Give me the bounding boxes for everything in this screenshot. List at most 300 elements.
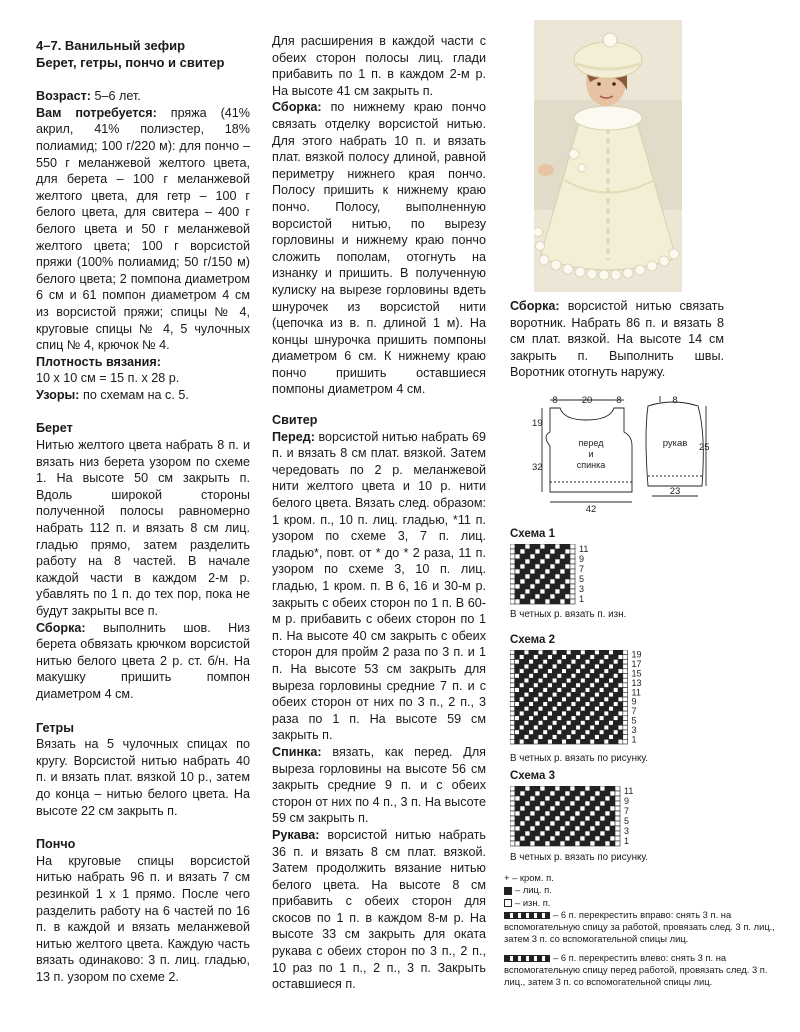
chart-cell: [565, 569, 570, 574]
chart-cell: [515, 678, 520, 683]
chart-cell: [510, 655, 515, 660]
chart-cell: [538, 674, 543, 679]
chart-cell: [585, 650, 590, 655]
chart-row-label: 3: [579, 584, 585, 594]
chart-cell: [519, 725, 524, 730]
chart-cell: [545, 816, 550, 821]
chart-cell: [525, 831, 530, 836]
chart-cell: [530, 549, 535, 554]
chart-cell: [605, 801, 610, 806]
chart-cell: [535, 841, 540, 846]
chart-cell: [560, 816, 565, 821]
chart-cell: [599, 650, 604, 655]
chart-cell: [571, 678, 576, 683]
chart-cell: [534, 688, 539, 693]
chart-cell: [540, 821, 545, 826]
chart-cell: [600, 821, 605, 826]
chart-cell: [560, 584, 565, 589]
chart-cell: [515, 554, 520, 559]
chart-cell: [548, 735, 553, 740]
chart-cell: [623, 674, 628, 679]
chart-cell: [595, 836, 600, 841]
chart-cell: [529, 674, 534, 679]
chart-cell: [538, 692, 543, 697]
chart-cell: [565, 544, 570, 549]
chart-cell: [575, 786, 580, 791]
chart-cell: [604, 688, 609, 693]
chart-cell: [543, 683, 548, 688]
chart-cell: [524, 655, 529, 660]
chart-cell: [609, 678, 614, 683]
dim-32: 32: [532, 462, 543, 473]
chart-cell: [613, 725, 618, 730]
chart-cell: [538, 706, 543, 711]
chart-cell: [515, 594, 520, 599]
chart-cell: [535, 584, 540, 589]
chart-cell: [615, 791, 620, 796]
chart-cell: [540, 811, 545, 816]
chart-cell: [550, 816, 555, 821]
chart-cell: [515, 599, 520, 604]
chart-cell: [534, 730, 539, 735]
chart-cell: [618, 730, 623, 735]
chart-cell: [615, 806, 620, 811]
back-paragraph: [272, 744, 486, 827]
chart-cell: [615, 811, 620, 816]
chart-cell: [613, 674, 618, 679]
chart-cell: [623, 739, 628, 744]
chart-cell: [580, 791, 585, 796]
chart-cell: [576, 692, 581, 697]
chart-cell: [530, 564, 535, 569]
chart-cell: [562, 697, 567, 702]
chart-cell: [580, 801, 585, 806]
chart-cell: [560, 564, 565, 569]
chart-cell: [599, 659, 604, 664]
chart-cell: [510, 721, 515, 726]
chart-cell: [535, 549, 540, 554]
chart-cell: [581, 674, 586, 679]
dim-8-right: 8: [616, 395, 622, 406]
chart-cell: [524, 659, 529, 664]
chart-cell: [599, 678, 604, 683]
chart-cell: [585, 711, 590, 716]
chart-cell: [538, 683, 543, 688]
chart-cell: [610, 806, 615, 811]
chart-cell: [585, 739, 590, 744]
chart-cell: [515, 791, 520, 796]
chart-cell: [604, 650, 609, 655]
chart-row-label: 5: [624, 816, 630, 826]
chart-cell: [609, 683, 614, 688]
chart-row-label: 5: [631, 715, 637, 726]
chart-cell: [570, 584, 575, 589]
chart-cell: [538, 650, 543, 655]
chart-cell: [557, 688, 562, 693]
chart-row-label: 19: [631, 650, 642, 660]
chart-cell: [590, 739, 595, 744]
chart-cell: [560, 559, 565, 564]
chart-cell: [585, 841, 590, 846]
chart-cell: [548, 702, 553, 707]
chart-cell: [548, 659, 553, 664]
chart-row-label: 11: [631, 687, 641, 698]
chart-cell: [529, 711, 534, 716]
chart-cell: [590, 706, 595, 711]
chart-cell: [615, 786, 620, 791]
chart-cell: [550, 564, 555, 569]
chart-cell: [545, 841, 550, 846]
chart-cell: [552, 688, 557, 693]
chart-cell: [524, 683, 529, 688]
chart-cell: [562, 739, 567, 744]
chart-cell: [566, 697, 571, 702]
chart-cell: [524, 711, 529, 716]
chart-cell: [623, 688, 628, 693]
chart-cell: [565, 584, 570, 589]
chart-cell: [545, 786, 550, 791]
chart-cell: [535, 801, 540, 806]
chart-cell: [543, 669, 548, 674]
chart-cell: [623, 735, 628, 740]
chart-cell: [590, 826, 595, 831]
scheme-1-title: Схема 1: [510, 528, 556, 540]
chart-cell: [535, 544, 540, 549]
chart-cell: [576, 678, 581, 683]
chart-cell: [590, 831, 595, 836]
chart-cell: [548, 725, 553, 730]
chart-cell: [525, 821, 530, 826]
chart-cell: [515, 559, 520, 564]
chart-cell: [585, 683, 590, 688]
chart-cell: [550, 589, 555, 594]
chart-cell: [566, 739, 571, 744]
chart-cell: [545, 544, 550, 549]
chart-cell: [610, 816, 615, 821]
chart-cell: [510, 549, 515, 554]
chart-cell: [525, 811, 530, 816]
photo-girl-in-poncho: [534, 20, 682, 292]
chart-cell: [550, 791, 555, 796]
chart-cell: [510, 716, 515, 721]
chart-cell: [535, 574, 540, 579]
chart-cell: [618, 735, 623, 740]
chart-cell: [515, 821, 520, 826]
chart-cell: [534, 702, 539, 707]
chart-cell: [524, 678, 529, 683]
chart-cell: [565, 574, 570, 579]
chart-cell: [585, 836, 590, 841]
chart-cell: [581, 669, 586, 674]
chart-cell: [590, 816, 595, 821]
chart-cell: [595, 697, 600, 702]
chart-cell: [552, 706, 557, 711]
chart-cell: [529, 735, 534, 740]
collar-assembly-text: ворсистой нитью связать воротник. Набрать 86 п. и вязать 8 см плат. вязкой. На высоте 14 см закрыть п. Выполнить швы. Воротник отогнуть наружу.: [510, 299, 724, 380]
chart-cell: [605, 816, 610, 821]
chart-cell: [609, 692, 614, 697]
chart-cell: [618, 669, 623, 674]
chart-cell: [530, 811, 535, 816]
scheme-2-title: Схема 2: [510, 634, 556, 646]
chart-cell: [557, 730, 562, 735]
chart-cell: [534, 659, 539, 664]
chart-cell: [545, 584, 550, 589]
chart-cell: [595, 831, 600, 836]
chart-cell: [595, 711, 600, 716]
chart-cell: [585, 716, 590, 721]
beret-heading: Берет: [36, 421, 73, 436]
chart-cell: [543, 692, 548, 697]
chart-cell: [530, 554, 535, 559]
chart-cell: [545, 549, 550, 554]
chart-cell: [555, 599, 560, 604]
chart-cell: [580, 826, 585, 831]
chart-cell: [515, 584, 520, 589]
chart-cell: [576, 659, 581, 664]
chart-cell: [590, 786, 595, 791]
chart-cell: [535, 559, 540, 564]
chart-cell: [595, 678, 600, 683]
chart-cell: [600, 816, 605, 821]
chart-cell: [609, 711, 614, 716]
chart-cell: [534, 739, 539, 744]
chart-cell: [515, 706, 520, 711]
legend-cross-right: [504, 909, 790, 946]
chart-cell: [550, 549, 555, 554]
sleeves-paragraph: [272, 827, 486, 993]
chart-cell: [550, 796, 555, 801]
chart-cell: [535, 821, 540, 826]
chart-cell: [581, 688, 586, 693]
chart-cell: [565, 594, 570, 599]
chart-cell: [545, 569, 550, 574]
chart-cell: [595, 816, 600, 821]
chart-cell: [610, 786, 615, 791]
chart-cell: [609, 664, 614, 669]
chart-cell: [560, 574, 565, 579]
chart-cell: [613, 664, 618, 669]
chart-cell: [570, 599, 575, 604]
chart-cell: [566, 735, 571, 740]
chart-cell: [535, 569, 540, 574]
chart-cell: [510, 669, 515, 674]
chart-cell: [525, 826, 530, 831]
chart-row-label: 7: [579, 564, 585, 574]
chart-cell: [604, 730, 609, 735]
chart-cell: [530, 831, 535, 836]
chart-cell: [618, 725, 623, 730]
chart-cell: [515, 697, 520, 702]
chart-cell: [609, 735, 614, 740]
chart-cell: [615, 836, 620, 841]
chart-cell: [515, 739, 520, 744]
chart-cell: [520, 569, 525, 574]
chart-cell: [510, 739, 515, 744]
chart-cell: [566, 674, 571, 679]
chart-cell: [609, 688, 614, 693]
chart-cell: [585, 702, 590, 707]
chart-cell: [515, 841, 520, 846]
chart-cell: [562, 735, 567, 740]
chart-cell: [590, 791, 595, 796]
chart-cell: [515, 711, 520, 716]
chart-cell: [565, 806, 570, 811]
chart-cell: [557, 678, 562, 683]
legend-cross-left-text: – 6 п. перекрестить влево: снять 3 п. на вспомогательную спицу перед работой, провязать след. 3 п. лиц., затем 3 п. со вспомогательной спицы лиц.: [504, 951, 768, 988]
chart-cell: [534, 697, 539, 702]
chart-cell: [605, 806, 610, 811]
chart-cell: [613, 692, 618, 697]
chart-cell: [590, 725, 595, 730]
chart-cell: [566, 702, 571, 707]
chart-cell: [562, 678, 567, 683]
chart-cell: [545, 564, 550, 569]
chart-cell: [599, 739, 604, 744]
chart-cell: [599, 674, 604, 679]
chart-cell: [550, 801, 555, 806]
chart-cell: [525, 841, 530, 846]
chart-cell: [590, 711, 595, 716]
chart-cell: [530, 791, 535, 796]
chart-cell: [570, 549, 575, 554]
chart-cell: [562, 650, 567, 655]
chart-cell: [548, 721, 553, 726]
chart-cell: [565, 554, 570, 559]
chart-cell: [515, 674, 520, 679]
chart-cell: [535, 816, 540, 821]
materials-text: пряжа (41% акрил, 41% полиэстер, 18% полиамид; 100 г/220 м): для пончо – 550 г меланжевой желтого цвета, для берета – 100 г меланжевой желтого цвета, для гетр – 100 г белого цвета, для свитера – 400 г белого цвета и 50 г меланжевой желтого цвета; 100 г ворсистой пряжи (100% полиамид; 50 г/150 м) белого цвета; 2 помпона диаметром 6 см и 61 помпон диаметром 4 см из ворсистой пряжи; спицы № 4, круговые спицы № 4, 5 чулочных спиц № 4, крючок № 4.: [36, 105, 250, 353]
chart-cell: [609, 650, 614, 655]
chart-cell: [599, 735, 604, 740]
chart-cell: [609, 721, 614, 726]
chart-cell: [520, 559, 525, 564]
chart-cell: [585, 826, 590, 831]
chart-cell: [575, 791, 580, 796]
chart-cell: [520, 816, 525, 821]
chart-cell: [548, 739, 553, 744]
chart-cell: [525, 549, 530, 554]
chart-cell: [540, 594, 545, 599]
chart-cell: [540, 786, 545, 791]
chart-cell: [585, 697, 590, 702]
chart-cell: [565, 796, 570, 801]
chart-cell: [571, 669, 576, 674]
chart-cell: [525, 559, 530, 564]
chart-cell: [543, 725, 548, 730]
chart-cell: [545, 594, 550, 599]
chart-cell: [623, 678, 628, 683]
chart-cell: [557, 664, 562, 669]
chart-cell: [580, 786, 585, 791]
chart-cell: [610, 841, 615, 846]
chart-cell: [571, 697, 576, 702]
chart-cell: [599, 721, 604, 726]
chart-cell: [595, 826, 600, 831]
chart-cell: [570, 791, 575, 796]
chart-cell: [581, 678, 586, 683]
chart-cell: [529, 706, 534, 711]
beret-assembly: [36, 620, 250, 703]
chart-cell: [595, 669, 600, 674]
chart-cell: [590, 811, 595, 816]
chart-row-label: 11: [579, 544, 589, 554]
chart-cell: [609, 702, 614, 707]
chart-cell: [565, 841, 570, 846]
chart-cell: [590, 678, 595, 683]
chart-cell: [519, 730, 524, 735]
age-value: 5–6 лет.: [94, 89, 141, 104]
chart-cell: [576, 697, 581, 702]
chart-cell: [580, 806, 585, 811]
chart-cell: [595, 811, 600, 816]
chart-cell: [560, 544, 565, 549]
chart-cell: [595, 674, 600, 679]
chart-cell: [575, 811, 580, 816]
chart-cell: [540, 831, 545, 836]
chart-cell: [618, 706, 623, 711]
knit-symbol-icon: [504, 887, 512, 895]
chart-cell: [555, 841, 560, 846]
chart-cell: [613, 688, 618, 693]
chart-cell: [557, 669, 562, 674]
chart-cell: [581, 739, 586, 744]
chart-cell: [618, 650, 623, 655]
chart-cell: [595, 841, 600, 846]
chart-cell: [560, 826, 565, 831]
sweater-heading: Свитер: [272, 413, 318, 428]
chart-cell: [595, 730, 600, 735]
chart-cell: [590, 688, 595, 693]
chart-cell: [520, 796, 525, 801]
chart-cell: [613, 650, 618, 655]
chart-cell: [599, 716, 604, 721]
front-text: ворсистой нитью набрать 69 п. и вязать 8 см плат. вязкой. Затем чередовать по 2 р. меланжевой нити желтого цвета и 10 р. нити белого цвета. Вязать след. образом: 1 кром. п., 10 п. лиц. гладью, *11 п. узором по схеме 3, 7 п. лиц. гладью*, повт. от * до * 2 раза, 11 п. узором по схеме 3, 10 п. лиц. гладью, 1 кром. п. В 6, 16 и 30-м р. закрыть с обеих сторон по 1 п. В 60-м р. прибавить с обеих сторон по 1 п. На высоте 40 см закрыть с обеих сторон для пройм 2 раза по 3 п. и 1 п. На высоте 53 см закрыть для выреза горловины средние 7 п. и с обеих сторон от них по 3 п., 2 п., 3 раза по 1 п. На высоте 59 см закрыть п.: [272, 429, 486, 743]
chart-cell: [510, 650, 515, 655]
chart-cell: [604, 669, 609, 674]
chart-cell: [610, 826, 615, 831]
chart-cell: [515, 801, 520, 806]
poncho-assembly-label: Сборка:: [272, 100, 322, 115]
chart-cell: [565, 816, 570, 821]
chart-cell: [565, 801, 570, 806]
chart-cell: [538, 678, 543, 683]
chart-cell: [590, 655, 595, 660]
chart-cell: [560, 569, 565, 574]
chart-cell: [515, 721, 520, 726]
chart-cell: [609, 674, 614, 679]
chart-cell: [510, 564, 515, 569]
chart-row-label: 17: [631, 659, 642, 670]
chart-cell: [613, 711, 618, 716]
chart-cell: [552, 711, 557, 716]
chart-cell: [519, 655, 524, 660]
chart-cell: [535, 594, 540, 599]
chart-cell: [575, 826, 580, 831]
chart-cell: [581, 721, 586, 726]
chart-cell: [524, 702, 529, 707]
chart-cell: [565, 564, 570, 569]
beret-assembly-label: Сборка:: [36, 620, 86, 635]
chart-cell: [609, 706, 614, 711]
label-front: перед: [578, 438, 604, 448]
chart-cell: [595, 796, 600, 801]
chart-cell: [515, 786, 520, 791]
chart-cell: [548, 692, 553, 697]
chart-cell: [565, 589, 570, 594]
chart-cell: [618, 716, 623, 721]
chart-cell: [510, 674, 515, 679]
